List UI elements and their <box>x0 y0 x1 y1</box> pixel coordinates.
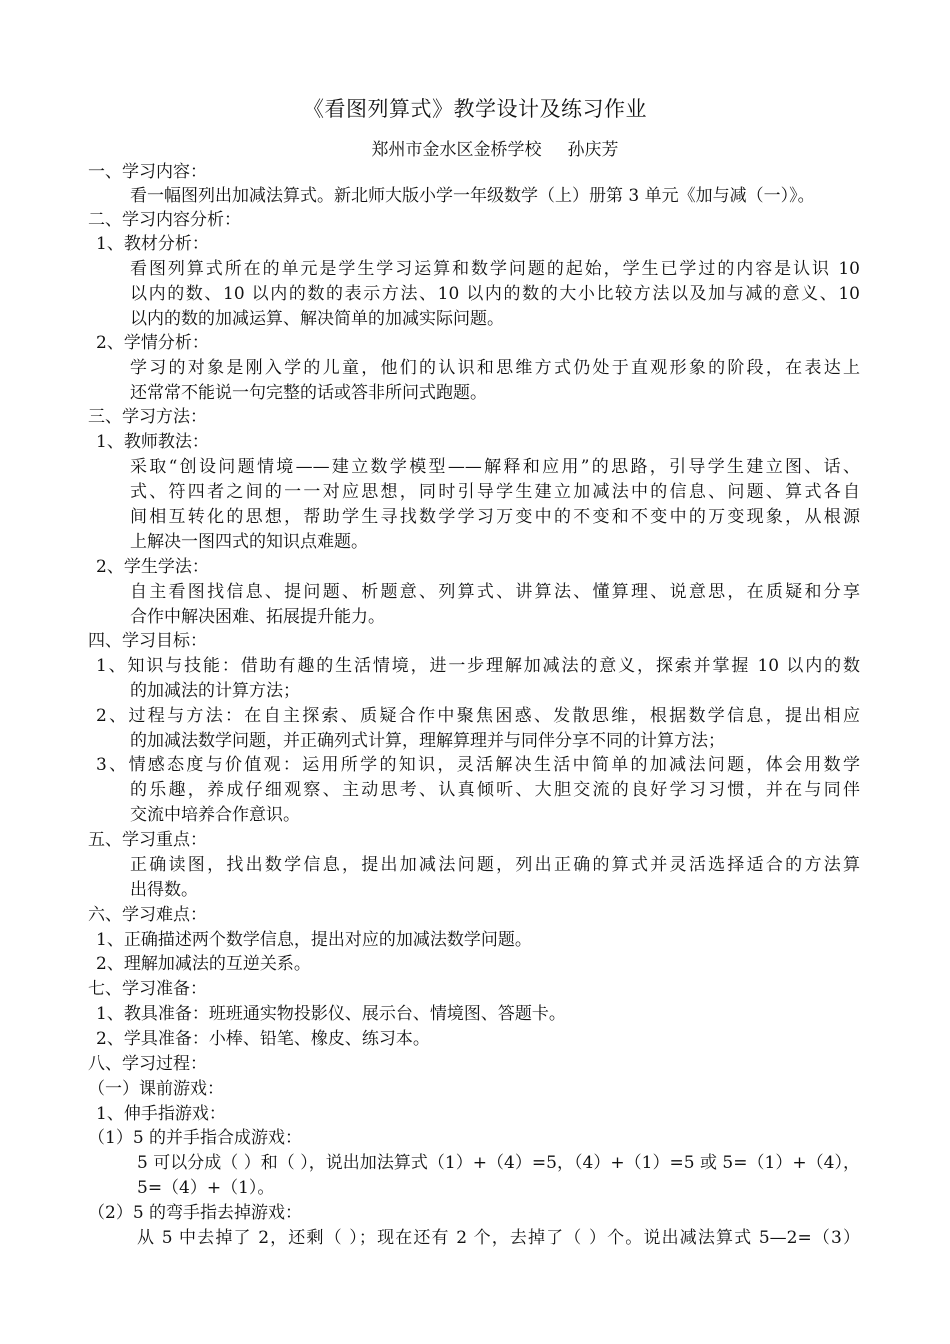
section-heading: 二、学习内容分析： <box>88 210 241 230</box>
paragraph-line: 以内的数的加减运算、解决简单的加减实际问题。 <box>130 309 504 329</box>
objective-line: 1、知识与技能：借助有趣的生活情境，进一步理解加减法的意义，探索并掌握 10 以内的数 <box>96 656 860 676</box>
section-heading: 六、学习难点： <box>88 905 207 925</box>
author-school: 郑州市金水区金桥学校 <box>371 140 542 160</box>
list-item: 2、学具准备：小棒、铅笔、橡皮、练习本。 <box>96 1029 430 1049</box>
paragraph-line: 出得数。 <box>130 880 198 900</box>
paragraph-line: 交流中培养合作意识。 <box>130 805 300 825</box>
paragraph-line: 采取“创设问题情境——建立数学模型——解释和应用”的思路，引导学生建立图、话、 <box>130 457 860 477</box>
paragraph-line: 式、符四者之间的一一对应思想，同时引导学生建立加减法中的信息、问题、算式各自 <box>130 482 860 502</box>
subsection-heading: 1、教师教法： <box>96 432 209 452</box>
section-heading: 七、学习准备： <box>88 979 207 999</box>
subsection-heading: 1、伸手指游戏： <box>96 1104 226 1124</box>
objective-line: 3、情感态度与价值观：运用所学的知识，灵活解决生活中简单的加减法问题，体会用数学 <box>96 755 860 775</box>
paragraph-line: 上解决一图四式的知识点难题。 <box>130 532 368 552</box>
paragraph-line: 间相互转化的思想，帮助学生寻找数学学习万变中的不变和不变中的万变现象，从根源 <box>130 507 860 527</box>
paragraph-line: 从 5 中去掉了 2，还剩（ ）；现在还有 2 个，去掉了（ ）个。说出减法算式 5—2=（3） <box>137 1228 860 1248</box>
paragraph-line: 的加减法的计算方法； <box>130 681 300 701</box>
subsection-heading: 2、学情分析： <box>96 333 209 353</box>
paragraph-line: 学习的对象是刚入学的儿童，他们的认识和思维方式仍处于直观形象的阶段，在表达上 <box>130 358 860 378</box>
paragraph-line: 5=（4）+（1）。 <box>137 1178 275 1198</box>
section-heading: 四、学习目标： <box>88 631 207 651</box>
section-heading: 三、学习方法： <box>88 407 207 427</box>
paragraph-line: 合作中解决困难、拓展提升能力。 <box>130 607 385 627</box>
subsection-heading: 1、教材分析： <box>96 234 209 254</box>
paragraph-line: 自主看图找信息、提问题、析题意、列算式、讲算法、懂算理、说意思，在质疑和分享 <box>130 582 860 602</box>
section-heading: 五、学习重点： <box>88 830 207 850</box>
subsection-heading: （2）5 的弯手指去掉游戏： <box>88 1203 303 1223</box>
section-heading: 八、学习过程： <box>88 1054 207 1074</box>
subsection-heading: （一）课前游戏： <box>88 1079 224 1099</box>
paragraph-line: 以内的数、10 以内的数的表示方法、10 以内的数的大小比较方法以及加与减的意义、10 <box>130 284 860 304</box>
paragraph-line: 的乐趣，养成仔细观察、主动思考、认真倾听、大胆交流的良好学习习惯，并在与同伴 <box>130 780 860 800</box>
author-name: 孙庆芳 <box>567 140 619 160</box>
paragraph-line: 看一幅图列出加减法算式。新北师大版小学一年级数学（上）册第 3 单元《加与减（一）》。 <box>130 186 815 206</box>
section-heading: 一、学习内容： <box>88 162 207 182</box>
paragraph-line: 的加减法数学问题，并正确列式计算，理解算理并与同伴分享不同的计算方法； <box>130 731 725 751</box>
paragraph-line: 还常常不能说一句完整的话或答非所问式跑题。 <box>130 383 487 403</box>
list-item: 1、正确描述两个数学信息，提出对应的加减法数学问题。 <box>96 930 532 950</box>
list-item: 1、教具准备：班班通实物投影仪、展示台、情境图、答题卡。 <box>96 1004 566 1024</box>
paragraph-line: 5 可以分成（ ）和（ ），说出加法算式（1）+（4）=5，（4）+（1）=5 或 5=（1）+（4）， <box>137 1153 860 1173</box>
objective-line: 2、过程与方法：在自主探索、质疑合作中聚焦困惑、发散思维，根据数学信息，提出相应 <box>96 706 860 726</box>
author-line <box>0 135 950 160</box>
subsection-heading: 2、学生学法： <box>96 557 209 577</box>
paragraph-line: 看图列算式所在的单元是学生学习运算和数学问题的起始，学生已学过的内容是认识 10 <box>130 259 860 279</box>
subsection-heading: （1）5 的并手指合成游戏： <box>88 1128 303 1148</box>
list-item: 2、理解加减法的互逆关系。 <box>96 954 311 974</box>
paragraph-line: 正确读图，找出数学信息，提出加减法问题，列出正确的算式并灵活选择适合的方法算 <box>130 855 860 875</box>
document-title: 《看图列算式》教学设计及练习作业 <box>303 97 647 121</box>
